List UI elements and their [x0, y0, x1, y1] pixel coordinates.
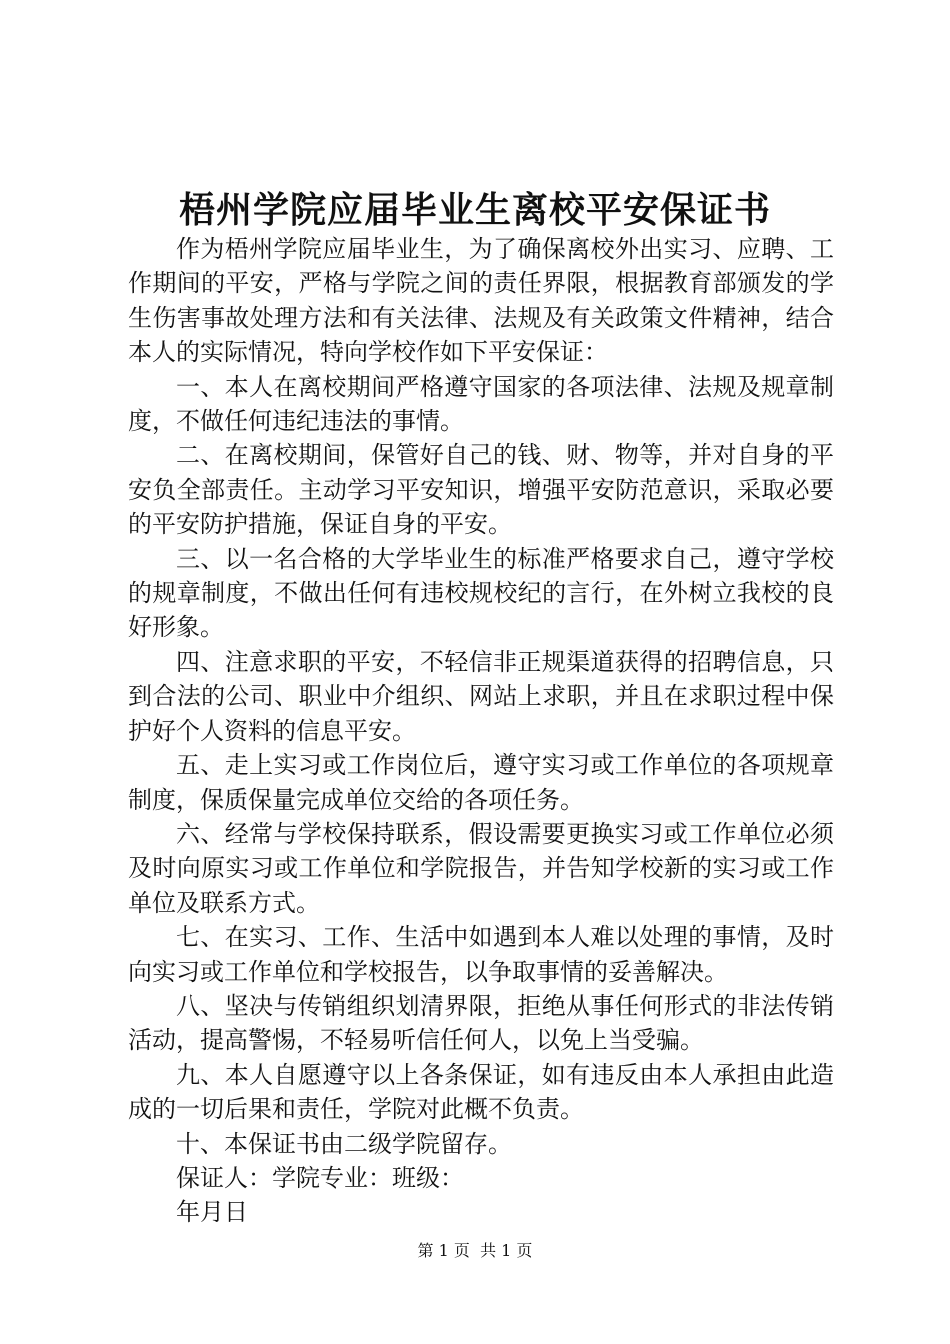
clause-2: 二、在离校期间，保管好自己的钱、财、物等，并对自身的平安负全部责任。主动学习平安知识，增强平安防范意识，采取必要的平安防护措施，保证自身的平安。	[128, 441, 834, 539]
clause-4: 四、注意求职的平安，不轻信非正规渠道获得的招聘信息，只到合法的公司、职业中介组织、网站上求职，并且在求职过程中保护好个人资料的信息平安。	[128, 647, 834, 745]
signature-line: 保证人：学院专业：班级：	[176, 1163, 464, 1192]
page-footer	[0, 1241, 950, 1261]
date-line: 年月日	[176, 1198, 248, 1227]
page-total: 共 1 页	[480, 1241, 533, 1260]
clause-8: 八、坚决与传销组织划清界限，拒绝从事任何形式的非法传销活动，提高警惕，不轻易听信任何人，以免上当受骗。	[128, 991, 834, 1055]
clause-3: 三、以一名合格的大学毕业生的标准严格要求自己，遵守学校的规章制度，不做出任何有违校规校纪的言行，在外树立我校的良好形象。	[128, 544, 834, 642]
document-title: 梧州学院应届毕业生离校平安保证书	[178, 189, 771, 231]
clause-1: 一、本人在离校期间严格遵守国家的各项法律、法规及规章制度，不做任何违纪违法的事情。	[128, 372, 834, 436]
document-body	[128, 232, 834, 1230]
intro-paragraph: 作为梧州学院应届毕业生，为了确保离校外出实习、应聘、工作期间的平安，严格与学院之间的责任界限，根据教育部颁发的学生伤害事故处理方法和有关法律、法规及有关政策文件精神，结合本人的实际情况，特向学校作如下平安保证：	[128, 235, 834, 367]
clause-5: 五、走上实习或工作岗位后，遵守实习或工作单位的各项规章制度，保质保量完成单位交给的各项任务。	[128, 751, 834, 814]
clause-6: 六、经常与学校保持联系，假设需要更换实习或工作单位必须及时向原实习或工作单位和学院报告，并告知学校新的实习或工作单位及联系方式。	[128, 819, 834, 917]
page-number: 第 1 页	[417, 1241, 470, 1260]
clause-7: 七、在实习、工作、生活中如遇到本人难以处理的事情，及时向实习或工作单位和学校报告，以争取事情的妥善解决。	[128, 923, 834, 986]
clause-9: 九、本人自愿遵守以上各条保证，如有违反由本人承担由此造成的一切后果和责任，学院对此概不负责。	[128, 1060, 834, 1124]
clause-10: 十、本保证书由二级学院留存。	[176, 1129, 512, 1158]
